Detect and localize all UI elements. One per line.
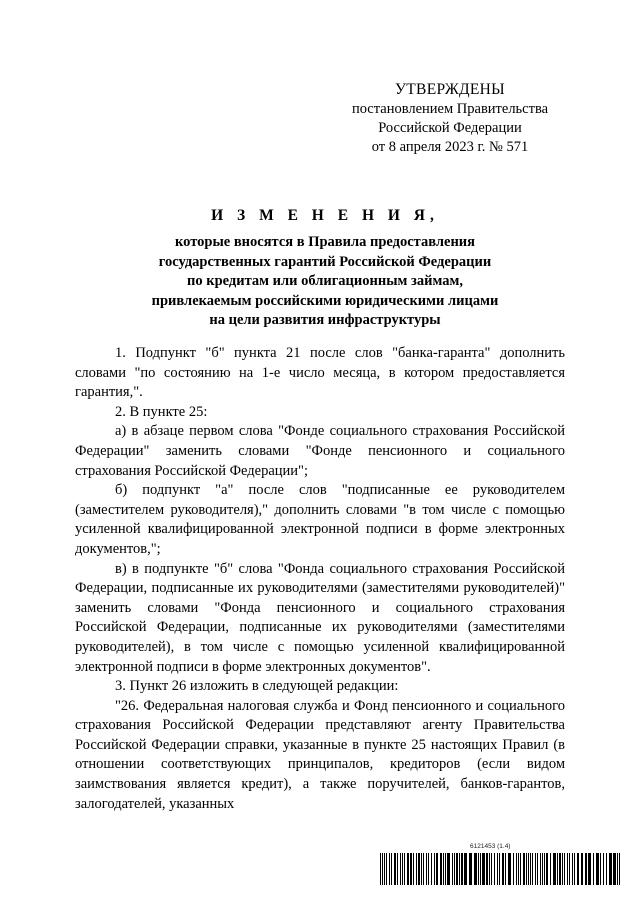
approval-word: УТВЕРЖДЕНЫ <box>395 81 505 98</box>
paragraph-2b: б) подпункт "а" после слов "подписанные ее руководителем (заместителем руководителя)," дополнить словами "в том числе с помощью усиленной квалифицированной электронной подписи в форме электронных документов,"; <box>75 482 565 557</box>
barcode-icon <box>380 853 620 885</box>
document-body <box>75 344 565 814</box>
approval-date-line: от 8 апреля 2023 г. № 571 <box>371 139 529 155</box>
paragraph-26-quote: "26. Федеральная налоговая служба и Фонд пенсионного и социального страхования Российской Федерации представляют агенту Правительства Российской Федерации справки, указанные в пункте 25 настоящих Правил (в отношении соответствующих принципалов, кредиторов (если видом заимствования является кредит), а также поручителей, банков-гарантов, залогодателей, указанных <box>75 697 565 812</box>
paragraph-2: 2. В пункте 25: <box>115 403 208 420</box>
document-title <box>80 207 570 331</box>
title-line: привлекаемым российскими юридическими лицами <box>151 292 499 309</box>
paragraph-2v: в) в подпункте "б" слова "Фонда социального страхования Российской Федерации, подписанные их руководителями (заместителями руководителей)" заменить словами "Фонда пенсионного и социального страхования Российской Федерации, подписанные их руководителями (заместителями руководителей), в том числе с помощью усиленной квалифицированной электронной подписи в форме электронных документов". <box>75 560 565 675</box>
title-line: государственных гарантий Российской Федерации <box>158 253 492 270</box>
approval-line: Российской Федерации <box>378 120 522 136</box>
barcode-block <box>380 843 620 885</box>
barcode-number: 6121453 (1.4) <box>470 843 511 850</box>
title-line: которые вносятся в Правила предоставления <box>174 234 475 250</box>
paragraph-3: 3. Пункт 26 изложить в следующей редакции: <box>115 678 399 695</box>
paragraph-1: 1. Подпункт "б" пункта 21 после слов "банка-гаранта" дополнить словами "по состоянию на 1-е число месяца, в котором предоставляется гарантия,". <box>75 345 565 401</box>
title-line: на цели развития инфраструктуры <box>209 312 441 328</box>
paragraph-2a: а) в абзаце первом слова "Фонде социального страхования Российской Федерации" заменить словами "Фонде пенсионного и социального страхования Российской Федерации"; <box>75 423 565 479</box>
approval-stamp <box>340 80 560 157</box>
title-heading: И З М Е Н Е Н И Я, <box>211 207 439 224</box>
title-line: по кредитам или облигационным займам, <box>186 273 464 289</box>
approval-line: постановлением Правительства <box>351 101 549 117</box>
